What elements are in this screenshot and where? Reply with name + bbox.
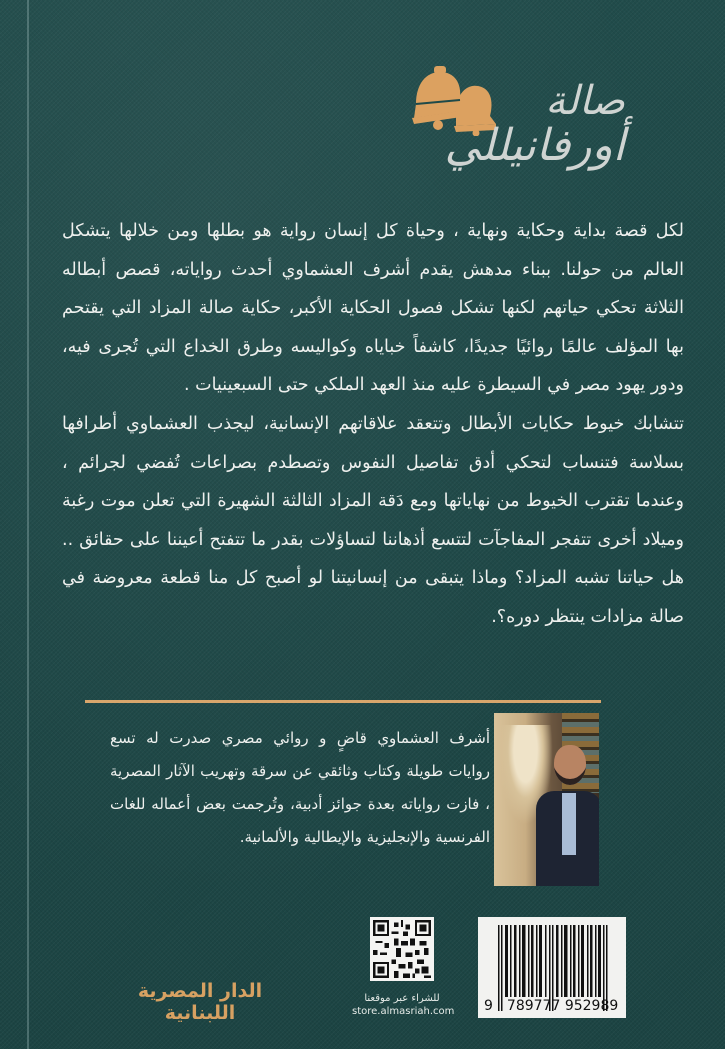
publisher-logo: الدار المصرية اللبنانية	[137, 980, 263, 1024]
book-title	[365, 78, 625, 198]
isbn-barcode	[478, 917, 626, 1018]
isbn-digits	[478, 998, 626, 1014]
author-face	[554, 745, 586, 785]
title-line-1: صالة	[545, 78, 625, 124]
spine-crease	[27, 0, 29, 1049]
synopsis-paragraph-2: تتشابك خيوط حكايات الأبطال وتتعقد علاقاتهم الإنسانية، ليجذب العشماوي أطرافها بسلاسة فتنساب لتحكي أدق تفاصيل النفوس وتصطدم بصراعات تُفضي لجرائم ، وعندما تقترب الخيوط من نهاياتها ومع دَقة المزاد الثالثة الشهيرة التي تعلن موت رغبة وميلاد أخرى تتفجر المفاجآت لتتسع أذهاننا لتساؤلات بقدر ما تتفتح أعيننا على حقائق .. هل حياتنا تشبه المزاد؟ وماذا يتبقى من إنسانيتنا لو أصبح كل منا قطعة معروضة في صالة مزادات ينتظر دوره؟.	[62, 413, 684, 627]
isbn-lead-digit: 9	[484, 998, 493, 1014]
qr-caption	[352, 992, 455, 1018]
synopsis-paragraph-1: لكل قصة بداية وحكاية ونهاية ، وحياة كل إنسان رواية هو بطلها ومن خلالها يتشكل العالم من حولنا. ببناء مدهش يقدم أشرف العشماوي أحدث رواياته، قصص أبطاله الثلاثة تحكي حياتهم لكنها تشكل فصول الحكاية الأكبر، حكاية صالة المزاد التي يقتحم بها المؤلف عالمًا روائيًا جديدًا، كاشفاً خباياه وكواليسه وطرق الخداع التي تُجرى فيه، ودور يهود مصر في السيطرة عليه منذ العهد الملكي حتى السبعينيات .	[62, 221, 684, 396]
qr-caption-arabic: للشراء عبر موقعنا	[364, 993, 440, 1004]
title-line-2: أورفانيللي	[444, 120, 625, 171]
synopsis	[62, 212, 684, 637]
author-shirt	[562, 793, 576, 855]
store-url-link[interactable]: store.almasriah.com	[352, 1006, 455, 1017]
author-photo	[494, 713, 599, 886]
qr-code[interactable]	[370, 917, 434, 981]
gold-divider	[85, 700, 601, 703]
isbn-number: 789777 952989	[506, 998, 619, 1014]
author-bio: أشرف العشماوي قاضٍ و روائي مصري صدرت له تسع روايات طويلة وكتاب وثائقي عن سرقة وتهريب الآثار المصرية ، فازت رواياته بعدة جوائز أدبية، وتُرجمت بعض أعماله للغات الفرنسية والإنجليزية والإيطالية والألمانية.	[110, 729, 490, 846]
qr-code-icon	[373, 920, 431, 978]
